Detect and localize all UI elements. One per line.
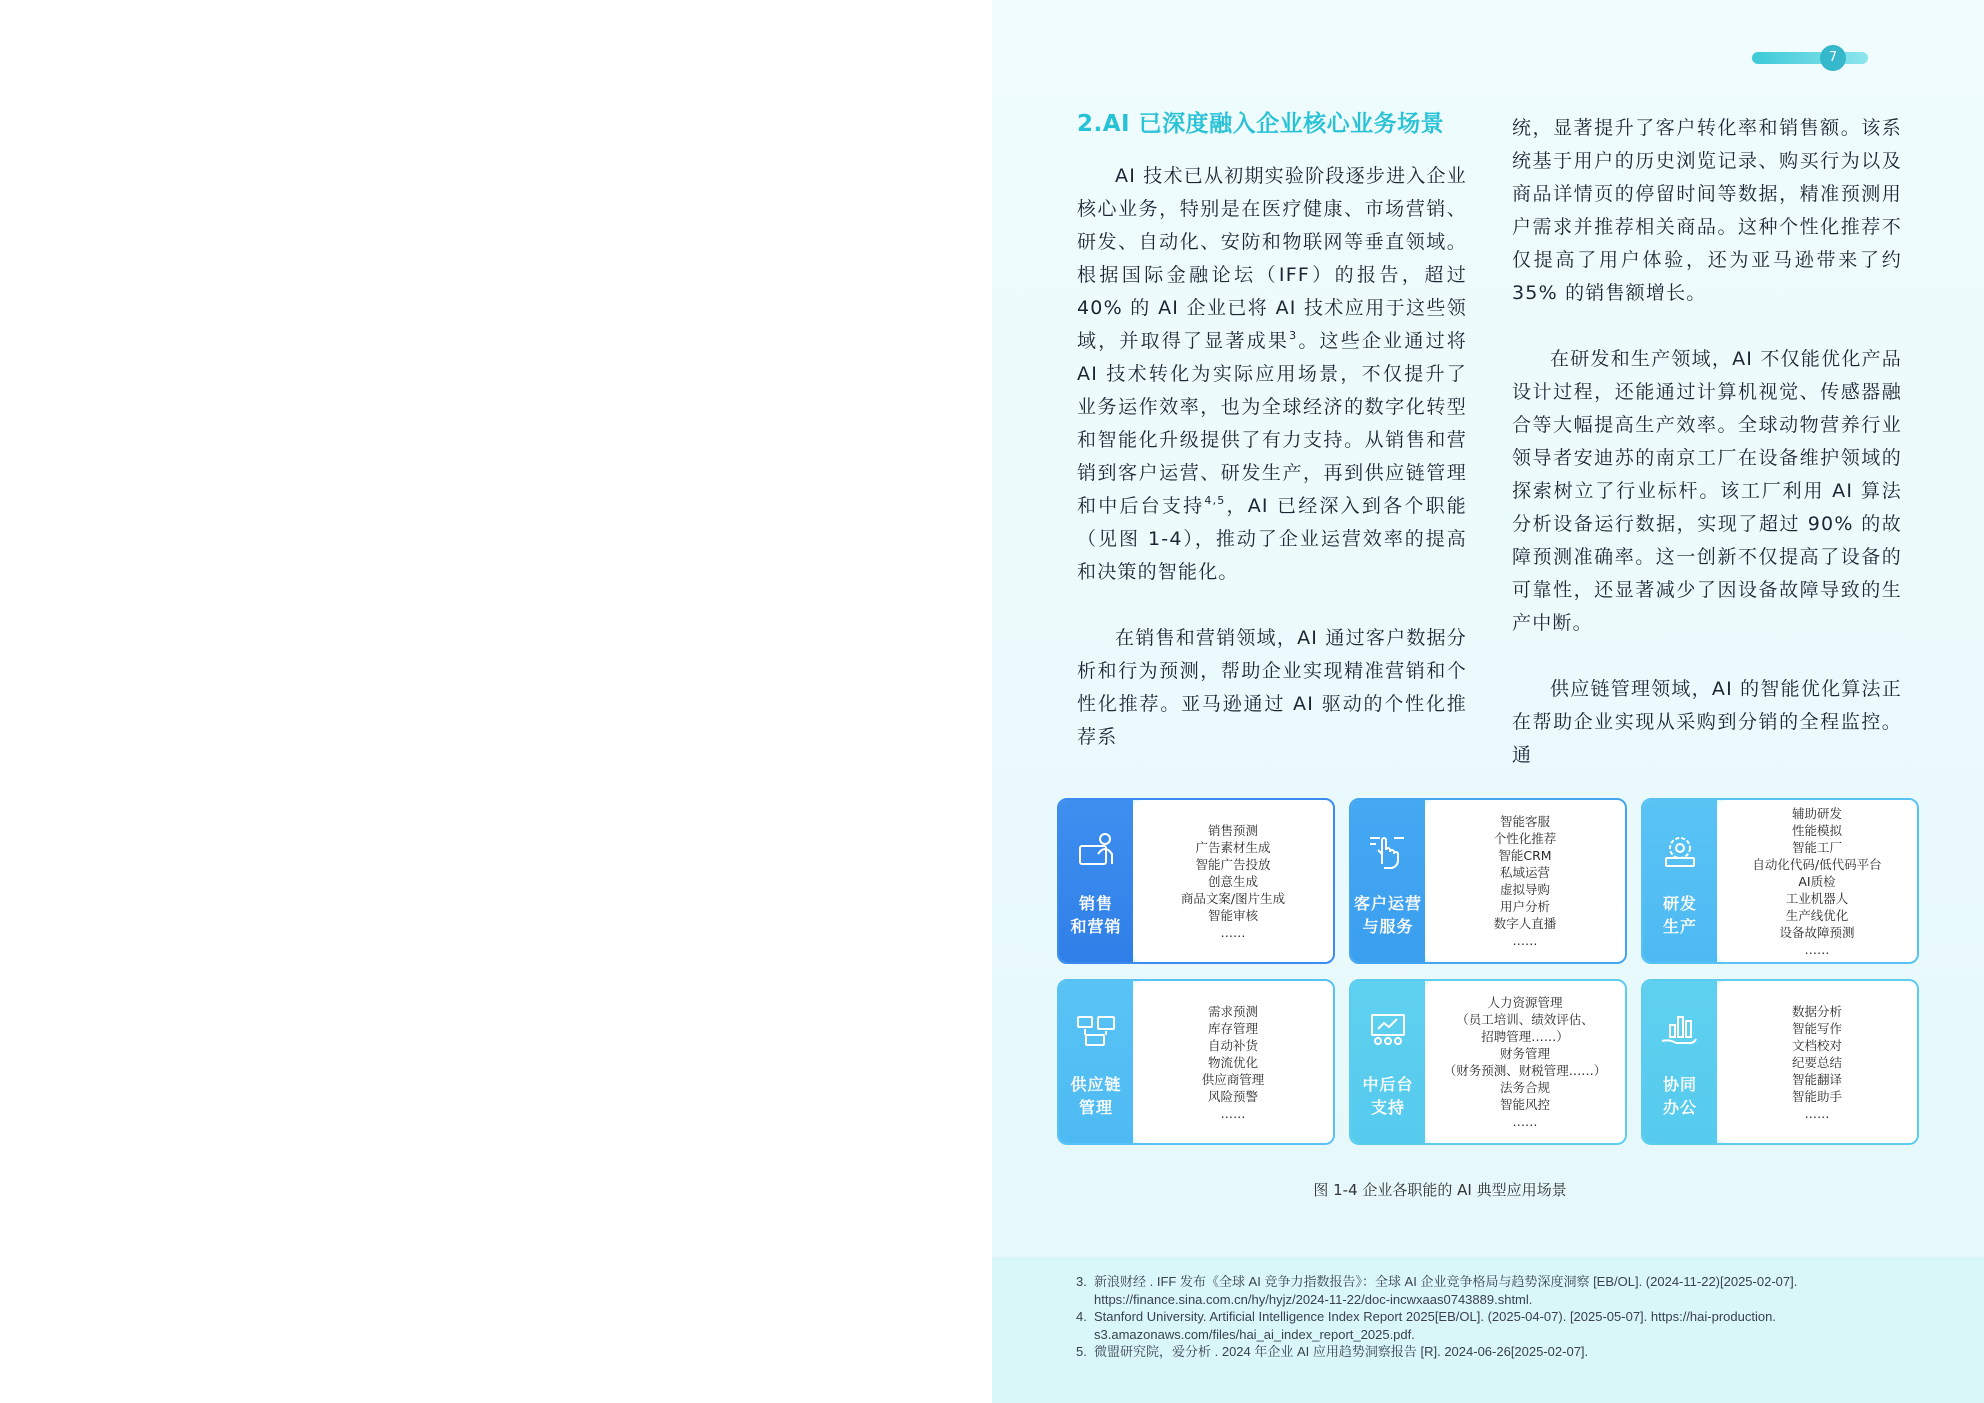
presentation-icon	[1368, 1011, 1408, 1051]
card-title	[1354, 892, 1422, 938]
list-item: 文档校对	[1791, 1037, 1842, 1053]
card-item-list	[1425, 800, 1625, 962]
card-title-line1: 客户运营	[1353, 894, 1422, 913]
list-item: 智能广告投放	[1195, 856, 1271, 872]
list-item: （财务预测、财税管理……）	[1443, 1063, 1607, 1078]
list-item: AI质检	[1798, 873, 1836, 889]
list-item: ……	[1512, 1114, 1538, 1129]
paragraph-amazon: 统，显著提升了客户转化率和销售额。该系统基于用户的历史浏览记录、购买行为以及商品详情页的停留时间等数据，精准预测用户需求并推荐相关商品。这种个性化推荐不仅提高了用户体验，还为亚马逊带来了约 35% 的销售额增长。	[1512, 117, 1902, 304]
footnote-number: 3.	[1076, 1274, 1087, 1289]
card-title-line2: 与服务	[1362, 917, 1414, 936]
list-item: 智能客服	[1499, 814, 1550, 829]
list-item: 生产线优化	[1785, 907, 1849, 923]
footnote-link[interactable]: https://finance.sina.com.cn/hy/hyjz/2024-11-22/doc-incwxaas0743889.shtml.	[1094, 1291, 1533, 1307]
card-item-list	[1133, 981, 1333, 1143]
list-item: 风险预警	[1207, 1088, 1258, 1104]
list-item: 数字人直播	[1493, 916, 1557, 931]
footnote-3	[1076, 1273, 1896, 1308]
card-title	[1362, 1073, 1413, 1119]
card-item-list	[1133, 800, 1333, 962]
card-side	[1643, 800, 1717, 962]
paragraph-intro-part3: ，AI 已经深入到各个职能（见图 1-4），推动了企业运营效率的提高和决策的智能化。	[1077, 495, 1468, 583]
card-title	[1070, 892, 1121, 938]
card-title-line1: 中后台	[1362, 1075, 1414, 1094]
card-item-list	[1425, 981, 1625, 1143]
card-title-line1: 研发	[1662, 894, 1697, 913]
list-item: 需求预测	[1207, 1003, 1258, 1019]
list-item: 物流优化	[1207, 1054, 1258, 1070]
footnote-number: 4.	[1076, 1309, 1087, 1324]
card-title-line2: 和营销	[1070, 917, 1122, 936]
footnote-text: 微盟研究院，爱分析 . 2024 年企业 AI 应用趋势洞察报告 [R]. 2024-06-26[2025-02-07].	[1094, 1344, 1589, 1359]
list-item: 广告素材生成	[1195, 839, 1271, 855]
list-item: （员工培训、绩效评估、	[1456, 1012, 1594, 1027]
card-sales-marketing	[1057, 798, 1335, 964]
list-item: 设备故障预测	[1779, 924, 1855, 940]
card-title	[1070, 1073, 1121, 1119]
list-item: 智能审核	[1207, 907, 1258, 923]
footnote-5	[1076, 1343, 1896, 1361]
page-number: 7	[1820, 45, 1846, 71]
paragraph-sales: 在销售和营销领域，AI 通过客户数据分析和行为预测，帮助企业实现精准营销和个性化推荐。亚马逊通过 AI 驱动的个性化推荐系	[1077, 627, 1467, 748]
paragraph-supply: 供应链管理领域，AI 的智能优化算法正在帮助企业实现从采购到分销的全程监控。通	[1512, 678, 1902, 766]
list-item: 工业机器人	[1785, 890, 1849, 906]
card-side	[1351, 800, 1425, 962]
list-item: 数据分析	[1791, 1003, 1842, 1019]
footnote-number: 5.	[1076, 1344, 1087, 1359]
card-title	[1663, 1073, 1697, 1119]
card-title-line1: 销售	[1078, 894, 1113, 913]
card-title-line2: 管理	[1078, 1098, 1113, 1117]
list-item: 智能翻译	[1791, 1071, 1842, 1087]
list-item: 供应商管理	[1201, 1071, 1265, 1087]
list-item: ……	[1804, 1105, 1830, 1121]
list-item: 个性化推荐	[1493, 831, 1557, 846]
hand-touch-icon	[1368, 830, 1408, 870]
paragraph-rnd: 在研发和生产领域，AI 不仅能优化产品设计过程，还能通过计算机视觉、传感器融合等大幅提高生产效率。全球动物营养行业领导者安迪苏的南京工厂在设备维护领域的探索树立了行业标杆。该工厂利用 AI 算法分析设备运行数据，实现了超过 90% 的故障预测准确率。这一创新不仅提高了设备的可靠性，还显著减少了因设备故障导致的生产中断。	[1512, 348, 1902, 634]
list-item: 智能助手	[1791, 1088, 1842, 1104]
card-side	[1059, 800, 1133, 962]
list-item: 自动补货	[1207, 1037, 1258, 1053]
card-collaborative-office	[1641, 979, 1919, 1145]
card-title-line2: 支持	[1370, 1098, 1405, 1117]
list-item: 创意生成	[1207, 873, 1258, 889]
list-item: ……	[1220, 1105, 1246, 1121]
list-item: ……	[1804, 941, 1830, 957]
card-customer-service	[1349, 798, 1627, 964]
paragraph-intro-part2: 。这些企业通过将 AI 技术转化为实际应用场景，不仅提升了业务运作效率，也为全球经济的数字化转型和智能化升级提供了有力支持。从销售和营销到客户运营、研发生产，再到供应链管理和中后台支持	[1077, 330, 1467, 517]
card-side	[1351, 981, 1425, 1143]
page-number-bar	[1752, 52, 1868, 64]
footnote-4	[1076, 1308, 1896, 1343]
card-title-line2: 生产	[1662, 917, 1697, 936]
chart-hand-icon	[1660, 1011, 1700, 1051]
list-item: ……	[1512, 933, 1538, 948]
list-item: 智能CRM	[1498, 848, 1552, 863]
card-item-list	[1717, 800, 1917, 962]
list-item: 商品文案/图片生成	[1180, 890, 1286, 906]
card-back-office	[1349, 979, 1627, 1145]
paragraph-intro	[1077, 160, 1467, 589]
text-column-left	[1077, 108, 1467, 787]
list-item: 销售预测	[1207, 822, 1258, 838]
footnote-ref-3[interactable]: 3	[1289, 329, 1298, 342]
list-item: 库存管理	[1207, 1020, 1258, 1036]
figure-caption: 图 1-4 企业各职能的 AI 典型应用场景	[1313, 1181, 1567, 1199]
card-title	[1663, 892, 1697, 938]
monitors-icon	[1076, 1011, 1116, 1051]
card-side	[1643, 981, 1717, 1143]
list-item: 用户分析	[1499, 899, 1550, 914]
section-title: 2.AI 已深度融入企业核心业务场景	[1077, 111, 1445, 137]
list-item: 财务管理	[1499, 1046, 1550, 1061]
list-item: 法务合规	[1499, 1080, 1550, 1095]
card-title-line1: 协同	[1662, 1075, 1697, 1094]
footnote-ref-4-5[interactable]: 4,5	[1204, 494, 1226, 507]
text-column-right	[1512, 112, 1902, 805]
card-rnd-production	[1641, 798, 1919, 964]
list-item: 智能风控	[1499, 1097, 1550, 1112]
card-side	[1059, 981, 1133, 1143]
list-item: 智能写作	[1791, 1020, 1842, 1036]
card-item-list	[1717, 981, 1917, 1143]
paragraph-intro-part1: AI 技术已从初期实验阶段逐步进入企业核心业务，特别是在医疗健康、市场营销、研发、自动化、安防和物联网等垂直领域。根据国际金融论坛（IFF）的报告，超过 40% 的 AI 企业已将 AI 技术应用于这些领域，并取得了显著成果	[1077, 165, 1467, 352]
card-title-line2: 办公	[1662, 1098, 1697, 1117]
list-item: 性能模拟	[1791, 822, 1842, 838]
footnotes-list	[1076, 1273, 1896, 1361]
list-item: 私域运营	[1499, 865, 1550, 880]
footnote-link[interactable]: s3.amazonaws.com/files/hai_ai_index_report_2025.pdf.	[1094, 1326, 1415, 1342]
list-item: 辅助研发	[1791, 805, 1842, 821]
list-item: 招聘管理……）	[1481, 1029, 1569, 1044]
list-item: 自动化代码/低代码平台	[1752, 856, 1882, 872]
person-board-icon	[1076, 830, 1116, 870]
card-supply-chain	[1057, 979, 1335, 1145]
gear-chip-icon	[1660, 830, 1700, 870]
footnote-text: 新浪财经 . IFF 发布《全球 AI 竞争力指数报告》：全球 AI 企业竞争格局与趋势深度洞察 [EB/OL]. (2024-11-22)[2025-02-07].	[1094, 1274, 1798, 1289]
list-item: ……	[1220, 924, 1246, 940]
list-item: 虚拟导购	[1499, 882, 1550, 897]
list-item: 纪要总结	[1791, 1054, 1842, 1070]
list-item: 人力资源管理	[1487, 995, 1563, 1010]
list-item: 智能工厂	[1791, 839, 1842, 855]
footnote-text: Stanford University. Artificial Intelligence Index Report 2025[EB/OL]. (2025-04-07). [2025-05-07]. https://hai-production.	[1094, 1309, 1776, 1324]
card-title-line1: 供应链	[1070, 1075, 1122, 1094]
